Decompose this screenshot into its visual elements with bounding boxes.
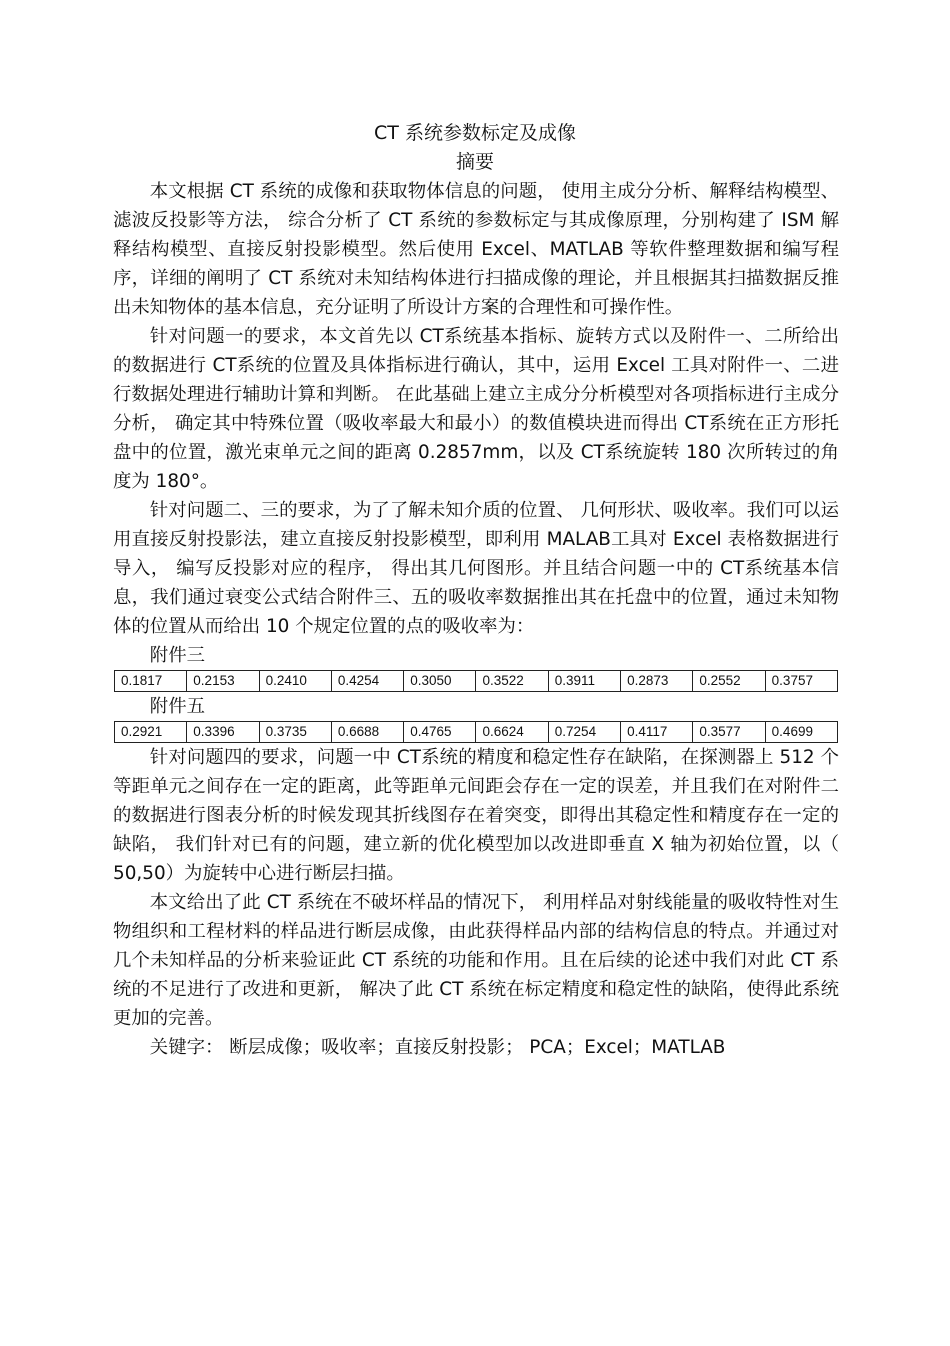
table-cell: 0.4765 bbox=[404, 722, 476, 743]
table-cell: 0.7254 bbox=[548, 722, 620, 743]
abstract-paragraph-5: 本文给出了此 CT 系统在不破坏样品的情况下， 利用样品对射线能量的吸收特性对生物组织和工程材料的样品进行断层成像，由此获得样品内部的结构信息的特点。并通过对几个未知样品的分析来验证此 CT 系统的功能和作用。且在后续的论述中我们对此 CT 系统的不足进行了改进和更新， 解决了此 CT 系统在标定精度和稳定性的缺陷，使得此系统更加的完善。 bbox=[113, 892, 839, 1029]
attachment3-table bbox=[114, 670, 838, 692]
table-cell: 0.3522 bbox=[476, 671, 548, 692]
abstract-paragraph-2: 针对问题一的要求，本文首先以 CT系统基本指标、旋转方式以及附件一、二所给出的数据进行 CT系统的位置及具体指标进行确认，其中，运用 Excel 工具对附件一、二进行数据处理进行辅助计算和判断。 在此基础上建立主成分分析模型对各项指标进行主成分分析， 确定其中特殊位置（吸收率最大和最小）的数值模块进而得出 CT系统在正方形托盘中的位置，激光束单元之间的距离 0.2857mm，以及 CT系统旋转 180 次所转过的角度为 180°。 bbox=[113, 326, 839, 492]
table-row bbox=[115, 671, 838, 692]
abstract-body bbox=[113, 177, 839, 1062]
table-cell: 0.4699 bbox=[765, 722, 837, 743]
table-cell: 0.6688 bbox=[331, 722, 403, 743]
table-cell: 0.3735 bbox=[259, 722, 331, 743]
abstract-paragraph-4: 针对问题四的要求，问题一中 CT系统的精度和稳定性存在缺陷，在探测器上 512 个等距单元之间存在一定的距离，此等距单元间距会存在一定的误差，并且我们在对附件二的数据进行图表分析的时候发现其折线图存在着突变，即得出其稳定性和精度存在一定的缺陷， 我们针对已有的问题，建立新的优化模型加以改进即垂直 X 轴为初始位置，以（ 50,50）为旋转中心进行断层扫描。 bbox=[113, 747, 839, 884]
abstract-heading: 摘要 bbox=[455, 151, 494, 173]
table-cell: 0.2410 bbox=[259, 671, 331, 692]
table-cell: 0.3396 bbox=[187, 722, 259, 743]
table-cell: 0.3757 bbox=[765, 671, 837, 692]
table-cell: 0.6624 bbox=[476, 722, 548, 743]
table-cell: 0.3050 bbox=[404, 671, 476, 692]
table-row bbox=[115, 722, 838, 743]
table-cell: 0.3911 bbox=[548, 671, 620, 692]
table-cell: 0.2921 bbox=[115, 722, 187, 743]
attachment3-label: 附件三 bbox=[149, 645, 205, 666]
attachment5-table bbox=[114, 721, 838, 743]
attachment5-label: 附件五 bbox=[149, 696, 205, 717]
abstract-paragraph-1: 本文根据 CT 系统的成像和获取物体信息的问题， 使用主成分分析、解释结构模型、滤波反投影等方法， 综合分析了 CT 系统的参数标定与其成像原理，分别构建了 ISM 解释结构模型、直接反射投影模型。然后使用 Excel、MATLAB 等软件整理数据和编写程序，详细的阐明了 CT 系统对未知结构体进行扫描成像的理论，并且根据其扫描数据反推出未知物体的基本信息，充分证明了所设计方案的合理性和可操作性。 bbox=[113, 181, 839, 318]
paper-title: CT 系统参数标定及成像 bbox=[374, 122, 576, 144]
table-cell: 0.2552 bbox=[693, 671, 765, 692]
abstract-paragraph-3: 针对问题二、三的要求，为了了解未知介质的位置、 几何形状、吸收率。我们可以运用直接反射投影法，建立直接反射投影模型，即利用 MALAB工具对 Excel 表格数据进行导入， 编写反投影对应的程序， 得出其几何图形。并且结合问题一中的 CT系统基本信息，我们通过衰变公式结合附件三、五的吸收率数据推出其在托盘中的位置，通过未知物体的位置从而给出 10 个规定位置的点的吸收率为： bbox=[113, 500, 839, 637]
table-cell: 0.2153 bbox=[187, 671, 259, 692]
table-cell: 0.2873 bbox=[621, 671, 693, 692]
table-cell: 0.1817 bbox=[115, 671, 187, 692]
keywords: 关键字： 断层成像；吸收率；直接反射投影； PCA；Excel；MATLAB bbox=[149, 1037, 726, 1058]
table-cell: 0.4117 bbox=[621, 722, 693, 743]
table-cell: 0.3577 bbox=[693, 722, 765, 743]
table-cell: 0.4254 bbox=[331, 671, 403, 692]
